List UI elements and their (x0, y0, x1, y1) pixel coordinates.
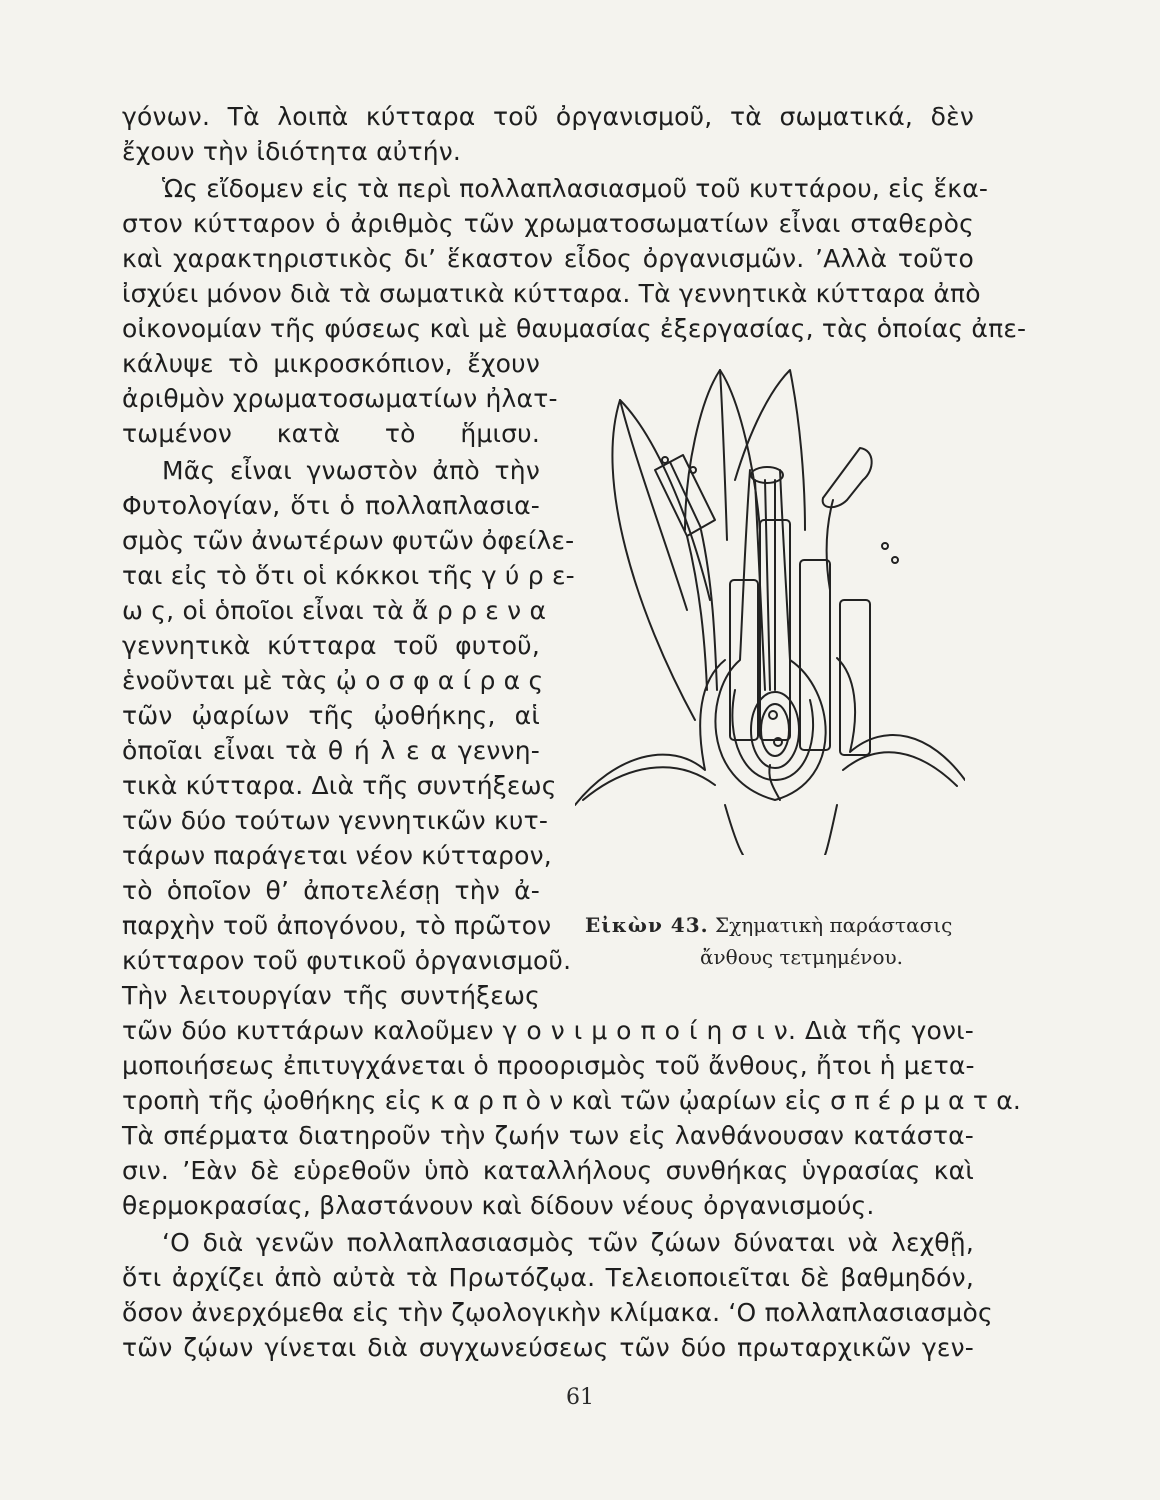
text-line: γόνων. Τὰ λοιπὰ κύτταρα τοῦ ὀργανισμοῦ, τὰ σωματικά, δὲν (122, 102, 974, 131)
center-petal (685, 370, 760, 530)
page-number: 61 (566, 1385, 594, 1410)
text-line: οἰκονομίαν τῆς φύσεως καὶ μὲ θαυμασίας ἐξεργασίας, τὰς ὁποίας ἀπε- (122, 314, 1027, 343)
text-line: τικὰ κύτταρα. Διὰ τῆς συντήξεως (122, 771, 557, 800)
figure-caption-line2: ἄνθους τετμημένου. (700, 945, 904, 969)
right-anther (823, 448, 872, 507)
text-line: ‘Ο διὰ γενῶν πολλαπλασιασμὸς τῶν ζώων δύναται νὰ λεχθῇ, (162, 1228, 974, 1257)
text-line: Τὰ σπέρματα διατηροῦν τὴν ζωήν των εἰς λανθάνουσαν κατάστα- (122, 1121, 974, 1150)
text-line: Ὡς εἴδομεν εἰς τὰ περὶ πολλαπλασιασμοῦ τοῦ κυττάρου, εἰς ἕκα- (162, 174, 989, 203)
text-line: παρχὴν τοῦ ἀπογόνου, τὸ πρῶτον (122, 911, 552, 940)
text-line: ἰσχύει μόνον διὰ τὰ σωματικὰ κύτταρα. Τὰ γεννητικὰ κύτταρα ἀπὸ (122, 279, 981, 308)
left-sepal (575, 660, 725, 805)
text-line: ὁποῖαι εἶναι τὰ θ ή λ ε α γεννη- (122, 736, 540, 765)
text-line: ται εἰς τὸ ὅτι οἱ κόκκοι τῆς γ ύ ρ ε- (122, 561, 575, 590)
text-line: ἑνοῦνται μὲ τὰς ᾠ ο σ φ α ί ρ α ς (122, 666, 544, 695)
text-line: τῶν ᾠαρίων τῆς ᾠοθήκης, αἱ (122, 701, 540, 730)
figure-label: Εἰκὼν 43. (585, 913, 709, 937)
text-line: ὅτι ἀρχίζει ἀπὸ αὐτὰ τὰ Πρωτόζῳα. Τελειοποιεῖται δὲ βαθμηδόν, (122, 1263, 974, 1292)
text-line: σμὸς τῶν ἀνωτέρων φυτῶν ὀφείλε- (122, 526, 575, 555)
text-line: ἀριθμὸν χρωματοσωματίων ἠλατ- (122, 384, 558, 413)
text-line: στον κύτταρον ὁ ἀριθμὸς τῶν χρωματοσωματίων εἶναι σταθερὸς (122, 209, 974, 238)
text-line: τάρων παράγεται νέον κύτταρον, (122, 841, 552, 870)
text-line: Μᾶς εἶναι γνωστὸν ἀπὸ τὴν (162, 456, 540, 485)
right-petal (735, 370, 805, 530)
text-line: κύτταρον τοῦ φυτικοῦ ὀργανισμοῦ. (122, 946, 572, 975)
text-line: ἔχουν τὴν ἰδιότητα αὐτήν. (122, 137, 462, 166)
stamen-filament (840, 600, 870, 755)
text-line: θερμοκρασίας, βλαστάνουν καὶ δίδουν νέους ὀργανισμούς. (122, 1191, 875, 1220)
text-line: μοποιήσεως ἐπιτυγχάνεται ὁ προορισμὸς τοῦ ἄνθους, ἤτοι ἡ μετα- (122, 1051, 975, 1080)
text-line: καὶ χαρακτηριστικὸς δι’ ἕκαστον εἶδος ὀργανισμῶν. ’Αλλὰ τοῦτο (122, 244, 974, 273)
text-line: ὅσον ἀνερχόμεθα εἰς τὴν ζῳολογικὴν κλίμακα. ‘Ο πολλαπλασιασμὸς (122, 1298, 993, 1327)
text-line: τωμένον κατὰ τὸ ἥμισυ. (122, 419, 540, 448)
text-line: κάλυψε τὸ μικροσκόπιον, ἔχουν (122, 349, 540, 378)
left-petal (612, 400, 710, 720)
text-line: σιν. ’Εὰν δὲ εὑρεθοῦν ὑπὸ καταλλήλους συνθήκας ὑγρασίας καὶ (122, 1156, 974, 1185)
text-line: ω ς, οἱ ὁποῖοι εἶναι τὰ ἄ ρ ρ ε ν α (122, 596, 547, 625)
text-line: τροπὴ τῆς ᾠοθήκης εἰς κ α ρ π ὸ ν καὶ τῶν ᾠαρίων εἰς σ π έ ρ μ α τ α. (122, 1086, 1022, 1115)
flower-section-illustration (575, 360, 965, 855)
figure-caption (585, 913, 952, 937)
stamen-filament (730, 580, 758, 740)
figure-caption-text: Σχηματικὴ παράστασις (714, 913, 953, 937)
text-line: γεννητικὰ κύτταρα τοῦ φυτοῦ, (122, 631, 540, 660)
stigma (751, 467, 783, 483)
text-line: τὸ ὁποῖον θ’ ἀποτελέσῃ τὴν ἀ- (122, 876, 540, 905)
text-line: Τὴν λειτουργίαν τῆς συντήξεως (122, 981, 540, 1010)
text-line: τῶν δύο τούτων γεννητικῶν κυτ- (122, 806, 549, 835)
text-line: τῶν δύο κυττάρων καλοῦμεν γ ο ν ι μ ο π ο ί η σ ι ν. Διὰ τῆς γονι- (122, 1016, 974, 1045)
text-line: Φυτολογίαν, ὅτι ὁ πολλαπλασια- (122, 491, 540, 520)
text-line: τῶν ζῴων γίνεται διὰ συγχωνεύσεως τῶν δύο πρωταρχικῶν γεν- (122, 1333, 974, 1362)
